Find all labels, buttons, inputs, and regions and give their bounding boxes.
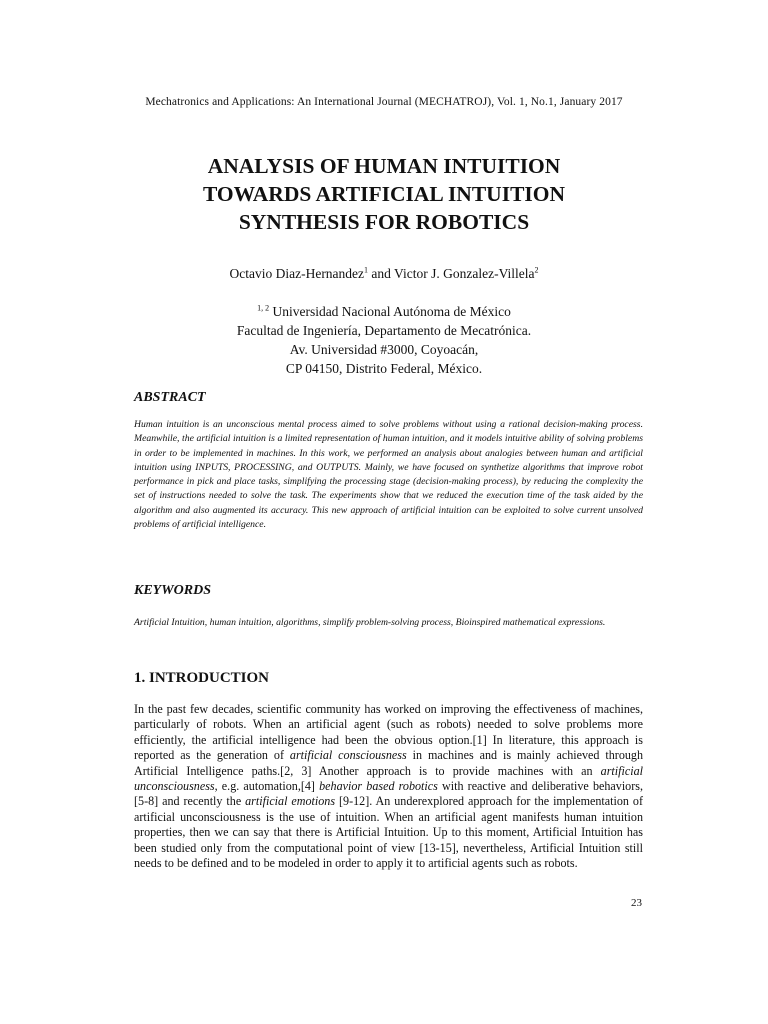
introduction-paragraph <box>134 702 643 871</box>
body-text: , e.g. automation,[4] <box>214 779 320 794</box>
body-text: with reactive and deliberative behaviors,[5-8] and recently the <box>134 779 643 809</box>
affiliation-mark: 1, 2 <box>257 303 270 313</box>
affiliation-line: Facultad de Ingeniería, Departamento de Mecatrónica. <box>236 323 532 338</box>
affiliation-university: Universidad Nacional Autónoma de México <box>272 304 511 319</box>
author-affiliation-mark: 1 <box>364 265 369 275</box>
paper-title <box>0 152 768 236</box>
title-line: ANALYSIS OF HUMAN INTUITION <box>207 154 561 178</box>
affiliation-line: CP 04150, Distrito Federal, México. <box>285 361 483 376</box>
author-conjunction: and <box>368 266 395 281</box>
author-affiliation-mark: 2 <box>534 265 539 275</box>
running-head: Mechatronics and Applications: An International Journal (MECHATROJ), Vol. 1, No.1, January 2017 <box>145 96 623 108</box>
keywords-text: Artificial Intuition, human intuition, algorithms, simplify problem-solving process, Bioinspired mathematical expressions. <box>134 617 606 628</box>
emphasis-text: artificial consciousness <box>289 748 407 763</box>
body-text: In the past few decades, scientific community has worked on improving the effectiveness of machines, particularly of robots. When an artificial agent (such as robots) needed to solve problems more efficiently, the artificial intelligence had been the obvious option.[1] In literature, this approach is reported as the generation of <box>134 702 643 763</box>
body-text: [9-12]. An underexplored approach for the implementation of artificial unconsciousness is the use of intuition. When an artificial agent manifests human intuition properties, then we can say that there is Artificial Intuition. Up to this moment, Artificial Intuition has been studied only from the computational point of view [13-15], nevertheless, Artificial Intuition still needs to be defined and to be modeled in order to apply it to artificial agents such as robots. <box>134 794 643 871</box>
affiliation-block <box>0 302 768 378</box>
author-name: Victor J. Gonzalez-Villela <box>394 266 535 281</box>
page-number: 23 <box>631 897 642 909</box>
author-name: Octavio Diaz-Hernandez <box>229 266 365 281</box>
emphasis-text: artificial unconsciousness <box>134 763 643 794</box>
emphasis-text: behavior based robotics <box>319 779 438 794</box>
author-line <box>0 266 768 282</box>
keywords-heading: KEYWORDS <box>134 583 212 598</box>
affiliation-line: Av. Universidad #3000, Coyoacán, <box>289 342 479 357</box>
title-line: SYNTHESIS FOR ROBOTICS <box>238 210 530 234</box>
title-line: TOWARDS ARTIFICIAL INTUITION <box>202 182 566 206</box>
abstract-heading: ABSTRACT <box>134 390 206 405</box>
body-text: in machines and is mainly achieved through Artificial Intelligence paths.[2, 3] Another approach is to provide machines with an <box>134 748 644 778</box>
introduction-heading: 1. INTRODUCTION <box>134 670 270 686</box>
abstract-text: Human intuition is an unconscious mental process aimed to solve problems without using a rational decision-making process. Meanwhile, the artificial intuition is a limited representation of human intuition, and it models intuitive ability of solving problems in order to be implemented in machines. In this work, we performed an analysis about analogies between human and artificial intuition using INPUTS, PROCESSING, and OUTPUTS. Mainly, we have focused on synthetize algorithms that improve robot performance in pick and place tasks, simplifying the processing stage (decision-making process), by reducing the complexity the set of instructions needed to solve the task. The experiments show that we reduced the execution time of the task aided by the algorithm and also augmented its accuracy. This new approach of artificial intuition can be exploited to solve current unsolved problems of artificial intelligence. <box>134 419 643 531</box>
affiliation-line <box>0 302 768 321</box>
emphasis-text: artificial emotions <box>245 794 336 809</box>
